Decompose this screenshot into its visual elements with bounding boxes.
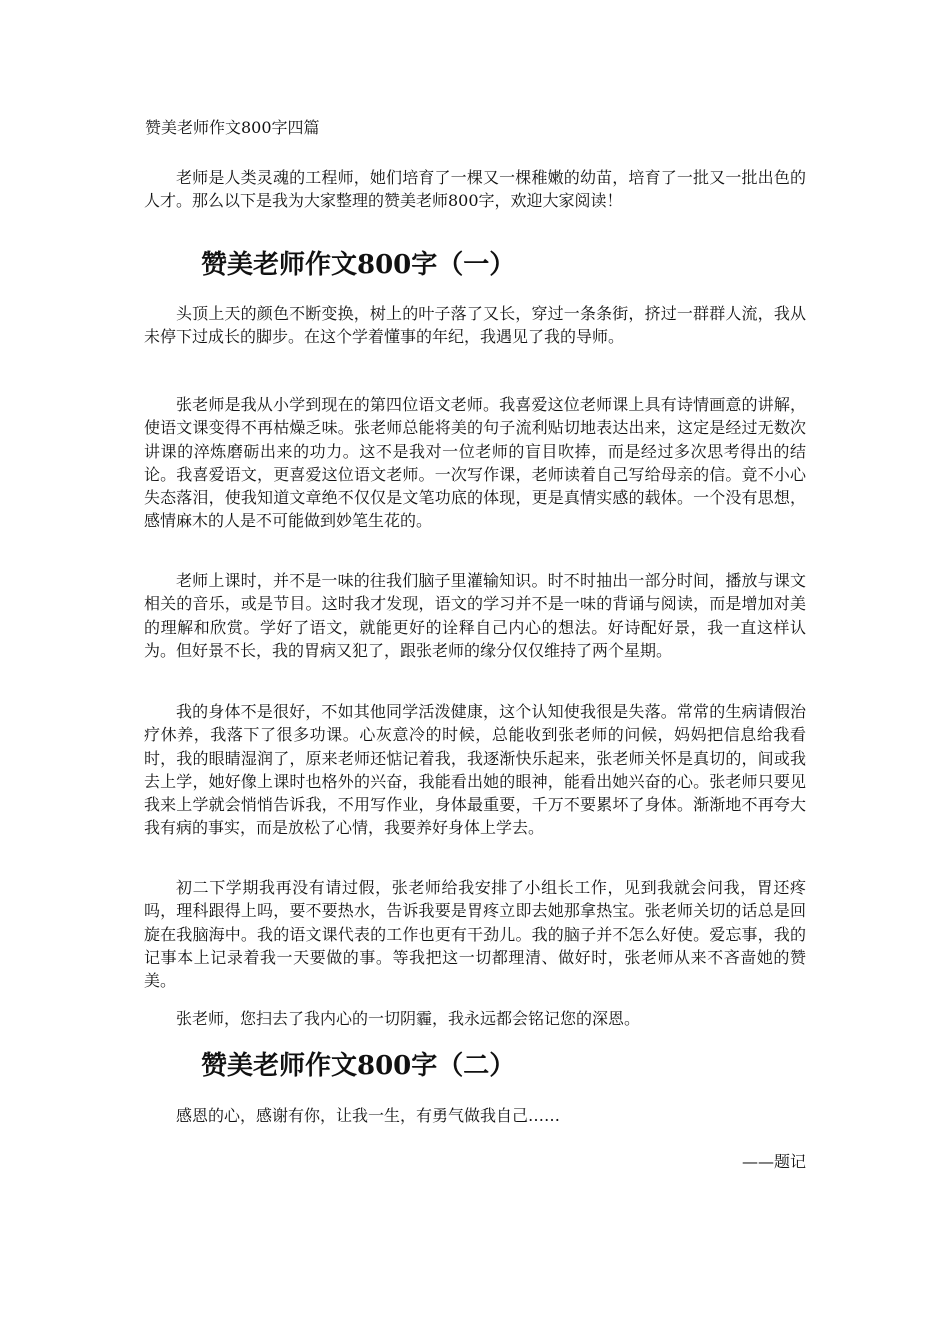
intro-paragraph: 老师是人类灵魂的工程师，她们培育了一棵又一棵稚嫩的幼苗，培育了一批又一批出色的人才。那么以下是我为大家整理的赞美老师800字，欢迎大家阅读！ — [144, 168, 806, 211]
section-1-heading: 赞美老师作文800字（一） — [201, 250, 516, 280]
section-1-paragraph-5: 初二下学期我再没有请过假，张老师给我安排了小组长工作，见到我就会问我，胃还疼吗，理科跟得上吗，要不要热水，告诉我要是胃疼立即去她那拿热宝。张老师关切的话总是回旋在我脑海中。我的语文课代表的工作也更有干劲儿。我的脑子并不怎么好使。爱忘事，我的记事本上记录着我一天要做的事。等我把这一切都理清、做好时，张老师从来不吝啬她的赞美。 — [144, 878, 806, 991]
section-1-paragraph-6: 张老师，您扫去了我内心的一切阴霾，我永远都会铭记您的深恩。 — [176, 1009, 641, 1028]
section-1-paragraph-3: 老师上课时，并不是一味的往我们脑子里灌输知识。时不时抽出一部分时间，播放与课文相关的音乐，或是节目。这时我才发现，语文的学习并不是一味的背诵与阅读，而是增加对美的理解和欣赏。学好了语文，就能更好的诠释自己内心的想法。好诗配好景，我一直这样认为。但好景不长，我的胃病又犯了，跟张老师的缘分仅仅维持了两个星期。 — [144, 571, 806, 660]
section-1-paragraph-2: 张老师是我从小学到现在的第四位语文老师。我喜爱这位老师课上具有诗情画意的讲解，使语文课变得不再枯燥乏味。张老师总能将美的句子流利贴切地表达出来，这定是经过无数次讲课的淬炼磨砺出来的功力。这不是我对一位老师的盲目吹捧，而是经过多次思考得出的结论。我喜爱语文，更喜爱这位语文老师。一次写作课，老师读着自己写给母亲的信。竟不小心失态落泪，使我知道文章绝不仅仅是文笔功底的体现，更是真情实感的载体。一个没有思想，感情麻木的人是不可能做到妙笔生花的。 — [144, 395, 806, 531]
section-1-paragraph-4: 我的身体不是很好，不如其他同学活泼健康，这个认知使我很是失落。常常的生病请假治疗休养，我落下了很多功课。心灰意冷的时候，总能收到张老师的问候，妈妈把信息给我看时，我的眼睛湿润了，原来老师还惦记着我，我逐渐快乐起来，张老师关怀是真切的，间或我去上学，她好像上课时也格外的兴奋，我能看出她的眼神，能看出她兴奋的心。张老师只要见我来上学就会悄悄告诉我，不用写作业，身体最重要，千万不要累坏了身体。渐渐地不再夸大我有病的事实，而是放松了心情，我要养好身体上学去。 — [144, 702, 806, 838]
document-title: 赞美老师作文800字四篇 — [145, 118, 320, 137]
section-2-heading: 赞美老师作文800字（二） — [201, 1051, 516, 1081]
section-1-paragraph-1: 头顶上天的颜色不断变换，树上的叶子落了又长，穿过一条条街，挤过一群群人流，我从未停下过成长的脚步。在这个学着懂事的年纪，我遇见了我的导师。 — [144, 304, 806, 347]
section-2-epigraph: 感恩的心，感谢有你，让我一生，有勇气做我自己…… — [176, 1106, 561, 1125]
section-2-signature: ——题记 — [741, 1152, 806, 1171]
